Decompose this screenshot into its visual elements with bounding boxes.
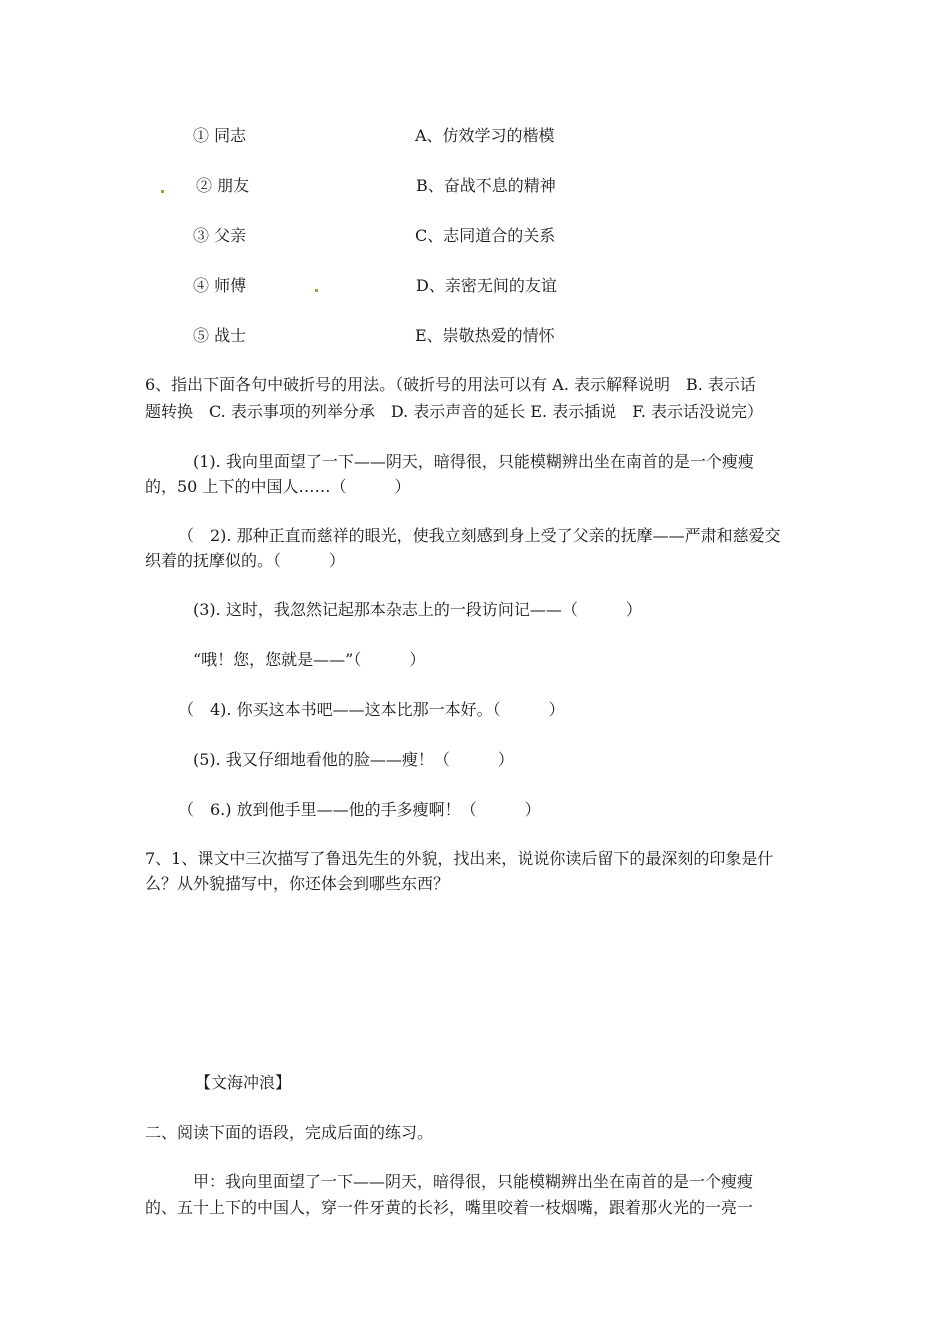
match-right-item: D、亲密无间的友谊 xyxy=(416,276,557,295)
q6-sentence-2: （ 2). 那种正直而慈祥的眼光，使我立刻感到身上受了父亲的抚摩——严肃和慈爱交 xyxy=(178,526,781,545)
q6-sentence-1: (1). 我向里面望了一下——阴天，暗得很，只能模糊辨出坐在南首的是一个瘦瘦 xyxy=(193,452,754,471)
q6-sentence-3: (3). 这时，我忽然记起那本杂志上的一段访问记——（ ） xyxy=(193,600,642,619)
section-instruction: 二、阅读下面的语段，完成后面的练习。 xyxy=(145,1123,434,1142)
q7-prompt: 7、1、课文中三次描写了鲁迅先生的外貌，找出来，说说你读后留下的最深刻的印象是什 xyxy=(145,849,774,868)
q6-sentence-3-quote: “哦！您，您就是——”（ ） xyxy=(193,650,426,669)
stray-dot-mark xyxy=(315,289,318,292)
passage-line: 的、五十上下的中国人，穿一件牙黄的长衫，嘴里咬着一枝烟嘴，跟着那火光的一亮一 xyxy=(145,1198,754,1217)
passage-line: 甲：我向里面望了一下——阴天，暗得很，只能模糊辨出坐在南首的是一个瘦瘦 xyxy=(193,1172,754,1191)
match-left-item: ④ 师傅 xyxy=(193,276,247,295)
match-right-item: C、志同道合的关系 xyxy=(415,226,556,245)
match-right-item: A、仿效学习的楷模 xyxy=(415,126,555,145)
q6-sentence-6: （ 6.) 放到他手里——他的手多瘦啊！（ ） xyxy=(178,800,541,819)
match-left-item: ③ 父亲 xyxy=(193,226,247,245)
q7-prompt-cont: 么？从外貌描写中，你还体会到哪些东西？ xyxy=(145,874,450,893)
match-right-item: E、崇敬热爱的情怀 xyxy=(415,326,555,345)
q6-sentence-1-cont: 的，50 上下的中国人……（ ） xyxy=(145,477,411,496)
q6-instruction-cont: 题转换 C. 表示事项的列举分承 D. 表示声音的延长 E. 表示插说 F. 表示话没说完） xyxy=(145,402,763,421)
match-left-item: ⑤ 战士 xyxy=(193,326,247,345)
q6-sentence-2-cont: 织着的抚摩似的。（ ） xyxy=(145,551,346,570)
stray-dot-mark xyxy=(161,190,164,193)
match-right-item: B、奋战不息的精神 xyxy=(416,176,556,195)
q6-sentence-4: （ 4). 你买这本书吧——这本比那一本好。（ ） xyxy=(178,700,565,719)
q6-sentence-5: (5). 我又仔细地看他的脸——瘦！（ ） xyxy=(193,750,514,769)
q6-instruction: 6、指出下面各句中破折号的用法。（破折号的用法可以有 A. 表示解释说明 B. 表示话 xyxy=(145,375,756,394)
match-left-item: ② 朋友 xyxy=(196,176,250,195)
section-title: 【文海冲浪】 xyxy=(195,1073,292,1092)
match-left-item: ① 同志 xyxy=(193,126,247,145)
